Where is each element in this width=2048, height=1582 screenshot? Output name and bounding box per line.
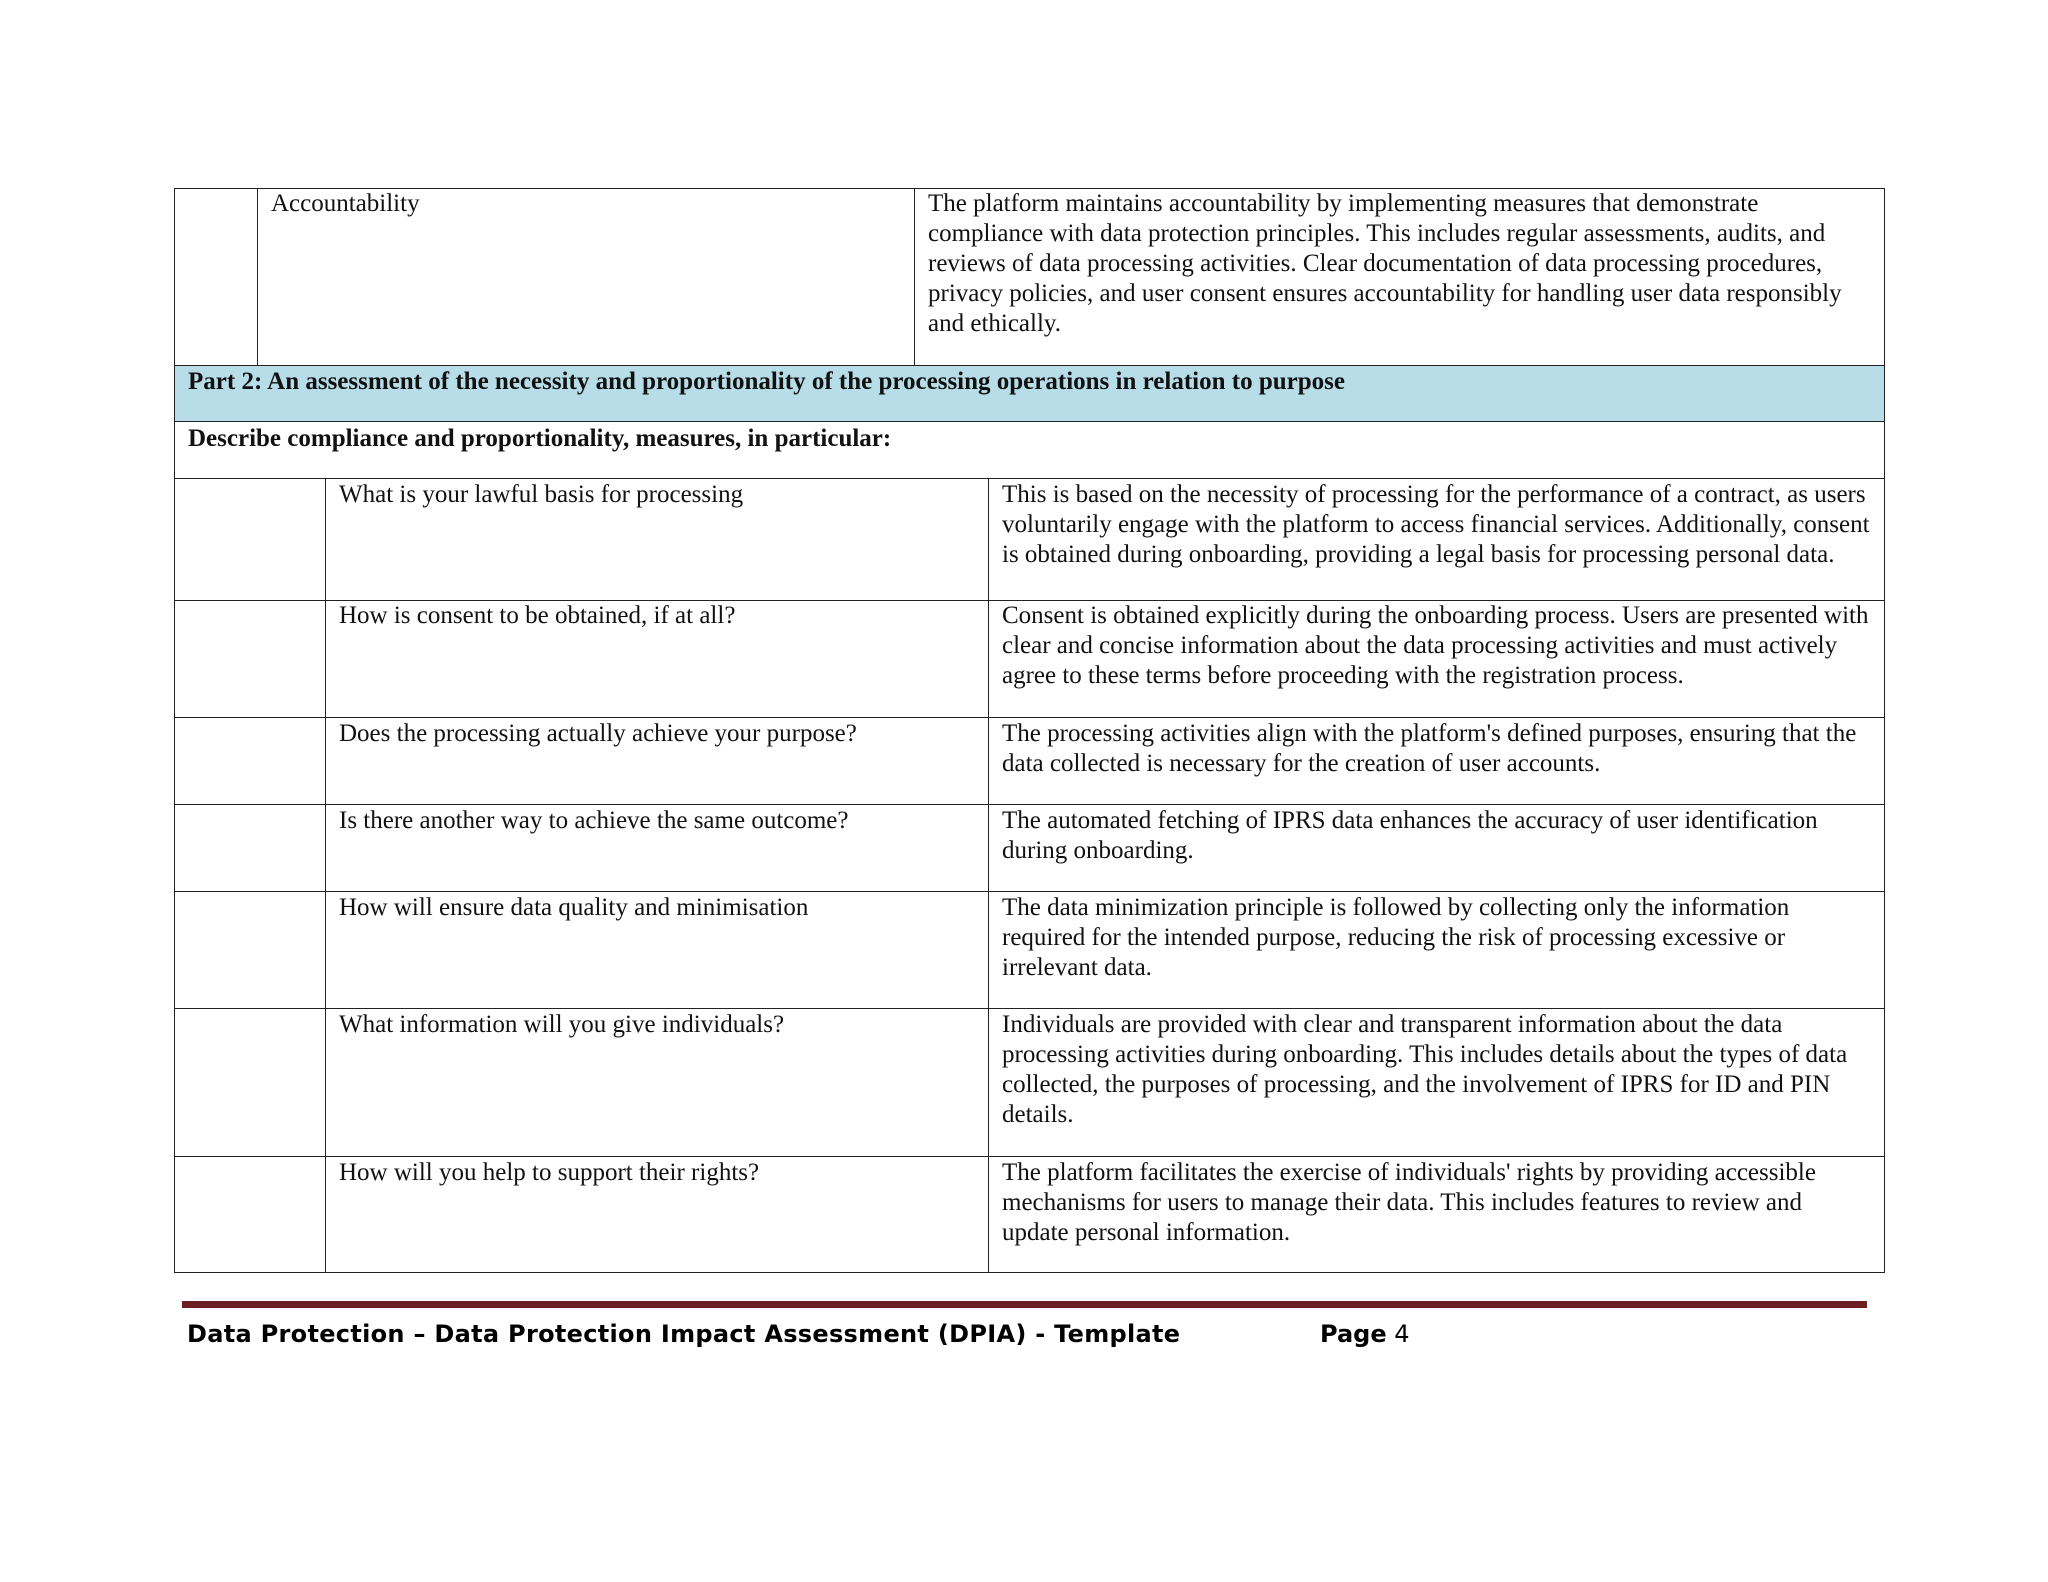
footer-title: Data Protection – Data Protection Impact Assessment (DPIA) - Template <box>187 1320 1181 1348</box>
question-support-rights: How will you help to support their rights? <box>339 1159 760 1186</box>
page-number: 4 <box>1394 1320 1410 1348</box>
describe-heading: Describe compliance and proportionality, measures, in particular: <box>188 425 892 452</box>
question-data-quality: How will ensure data quality and minimisation <box>339 894 809 921</box>
question-achieve-purpose: Does the processing actually achieve your purpose? <box>339 720 857 747</box>
answer-information-given: Individuals are provided with clear and transparent information about the data processing activities during onboarding. This includes details about the types of data collected, the purposes of processing, and the involvement of IPRS for ID and PIN details. <box>1002 1011 1848 1128</box>
question-another-way: Is there another way to achieve the same outcome? <box>339 807 849 834</box>
answer-achieve-purpose: The processing activities align with the platform's defined purposes, ensuring that the data collected is necessary for the creation of user accounts. <box>1002 720 1857 777</box>
accountability-text: The platform maintains accountability by implementing measures that demonstrate compliance with data protection principles. This includes regular assessments, audits, and reviews of data processing activities. Clear documentation of data processing procedures, privacy policies, and user consent ensures accountability for handling user data responsibly and ethically. <box>928 190 1842 337</box>
accountability-label: Accountability <box>271 190 420 217</box>
answer-consent: Consent is obtained explicitly during the onboarding process. Users are presented with clear and concise information about the data processing activities and must actively agree to these terms before proceeding with the registration process. <box>1002 602 1869 689</box>
question-consent: How is consent to be obtained, if at all? <box>339 602 736 629</box>
question-information-given: What information will you give individuals? <box>339 1011 785 1038</box>
footer-rule <box>182 1301 1867 1308</box>
answer-another-way: The automated fetching of IPRS data enhances the accuracy of user identification during onboarding. <box>1002 807 1818 864</box>
answer-support-rights: The platform facilitates the exercise of individuals' rights by providing accessible mechanisms for users to manage their data. This includes features to review and update personal information. <box>1002 1159 1816 1246</box>
question-lawful-basis: What is your lawful basis for processing <box>339 481 744 508</box>
footer-page-number <box>1320 1320 1410 1348</box>
part2-heading: Part 2: An assessment of the necessity and proportionality of the processing operations in relation to purpose <box>188 368 1345 395</box>
answer-data-quality: The data minimization principle is followed by collecting only the information required for the intended purpose, reducing the risk of processing excessive or irrelevant data. <box>1002 894 1790 981</box>
answer-lawful-basis: This is based on the necessity of processing for the performance of a contract, as users voluntarily engage with the platform to access financial services. Additionally, consent is obtained during onboarding, providing a legal basis for processing personal data. <box>1002 481 1870 568</box>
page-label: Page <box>1320 1320 1387 1348</box>
